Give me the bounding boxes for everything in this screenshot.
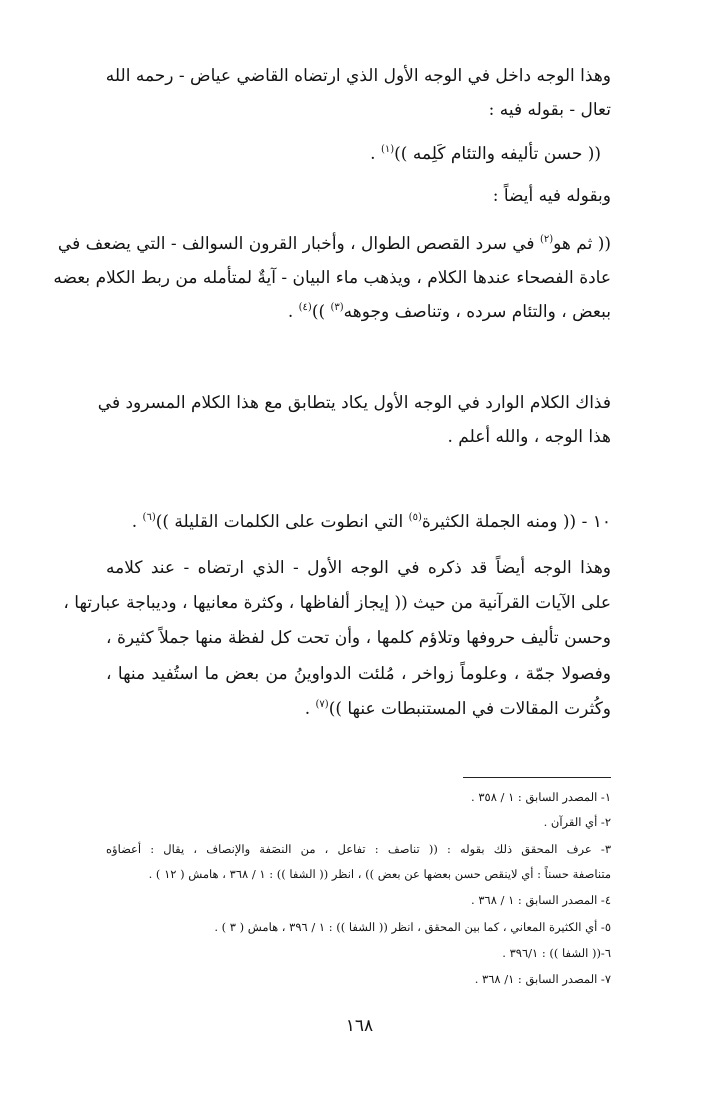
footnote-4: ٤- المصدر السابق : ١ / ٣٦٨ . — [471, 893, 611, 907]
paragraph-4-line-1: وهذا الوجه أيضاً قد ذكره في الوجه الأول - الذي ارتضاه - عند كلامه — [106, 558, 611, 578]
paragraph-4-line-3: وحسن تأليف حروفها وتلاؤم كلمها ، وأن تحت كل لفظة منها جملاً كثيرة ، — [106, 628, 611, 648]
paragraph-3-line-2: هذا الوجه ، والله أعلم . — [447, 427, 611, 447]
quote-2-line-1-rest: في سرد القصص الطوال ، وأخبار القرون السوالف - التي يضعف في — [57, 234, 540, 254]
paragraph-3-line-1: فذاك الكلام الوارد في الوجه الأول يكاد يتطابق مع هذا الكلام المسرود في — [97, 393, 611, 413]
footnote-ref-2: (٢) — [539, 234, 554, 245]
footnote-1: ١- المصدر السابق : ١ / ٣٥٨ . — [471, 790, 611, 804]
footnote-ref-1: (١) — [380, 144, 395, 155]
quote-2-line-1 — [57, 232, 611, 256]
paragraph-4-line-5 — [305, 697, 611, 721]
quote-1-end: . — [370, 144, 381, 164]
paragraph-4-line-4: وفصولا جمّة ، وعلوماً زواخر ، مُلئت الدواوينُ من بعض ما استُفيد منها ، — [106, 664, 611, 684]
item-10-start: ١٠ - (( ومنه الجملة الكثيرة — [421, 512, 611, 532]
item-10-end: . — [131, 512, 143, 532]
paragraph-4-end: . — [304, 699, 316, 719]
paragraph-2: وبقوله فيه أيضاً : — [492, 186, 611, 206]
quote-2-line-1-start: (( ثم هو — [553, 234, 611, 254]
paragraph-1-line-2: تعال - بقوله فيه : — [488, 100, 611, 120]
page-number: ١٦٨ — [345, 1016, 374, 1036]
footnote-3-line-2: متناصفة حسناً : أي لاينقص حسن بعضها عن بعض )) ، انظر (( الشفا )) : ١ / ٣٦٨ ، هامش ( ١٢ ) . — [148, 867, 611, 881]
footnote-ref-3: (٣) — [330, 302, 344, 313]
footnote-3-line-1: ٣- عرف المحقق ذلك بقوله : (( تناصف : تفاعل ، من النصَفة والإنصاف ، يقال : أعضاؤه — [106, 842, 611, 856]
footnote-ref-7: (٧) — [315, 699, 329, 710]
item-10 — [132, 510, 611, 534]
footnote-6: ٦-(( الشفا )) : ٣٩٦/١ . — [502, 946, 611, 960]
item-10-rest: التي انطوت على الكلمات القليلة )) — [155, 512, 409, 532]
quote-2-line-2: عادة الفصحاء عندها الكلام ، ويذهب ماء البيان - آيةٌ لمتأمله من ربط الكلام بعضه — [53, 268, 611, 288]
quote-2-end: . — [287, 302, 299, 322]
footnote-7: ٧- المصدر السابق : ١/ ٣٦٨ . — [474, 972, 611, 986]
paragraph-1-line-1: وهذا الوجه داخل في الوجه الأول الذي ارتضاه القاضي عياض - رحمه الله — [105, 66, 611, 86]
footnote-separator — [463, 777, 611, 778]
quote-2-line-3-text: ببعض ، والتئام سرده ، وتناصف وجوهه — [343, 302, 611, 322]
quote-1 — [370, 142, 601, 166]
quote-2-line-3 — [288, 300, 611, 324]
footnote-ref-4: (٤) — [298, 302, 312, 313]
paragraph-4-line-5-text: وكُثرت المقالات في المستنبطات عنها )) — [328, 699, 611, 719]
footnote-ref-6: (٦) — [142, 512, 156, 523]
quote-1-text: (( حسن تأليفه والتئام كَلِمه )) — [394, 144, 601, 164]
quote-2-close: )) — [311, 302, 331, 322]
paragraph-4-line-2: على الآيات القرآنية من حيث (( إيجاز ألفاظها ، وكثرة معانيها ، وديباجة عبارتها ، — [63, 593, 611, 613]
footnote-2: ٢- أي القرآن . — [543, 815, 611, 829]
footnote-5: ٥- أي الكثيرة المعاني ، كما بين المحقق ، انظر (( الشفا )) : ١ / ٣٩٦ ، هامش ( ٣ ) . — [214, 920, 611, 934]
footnote-ref-5: (٥) — [408, 512, 422, 523]
